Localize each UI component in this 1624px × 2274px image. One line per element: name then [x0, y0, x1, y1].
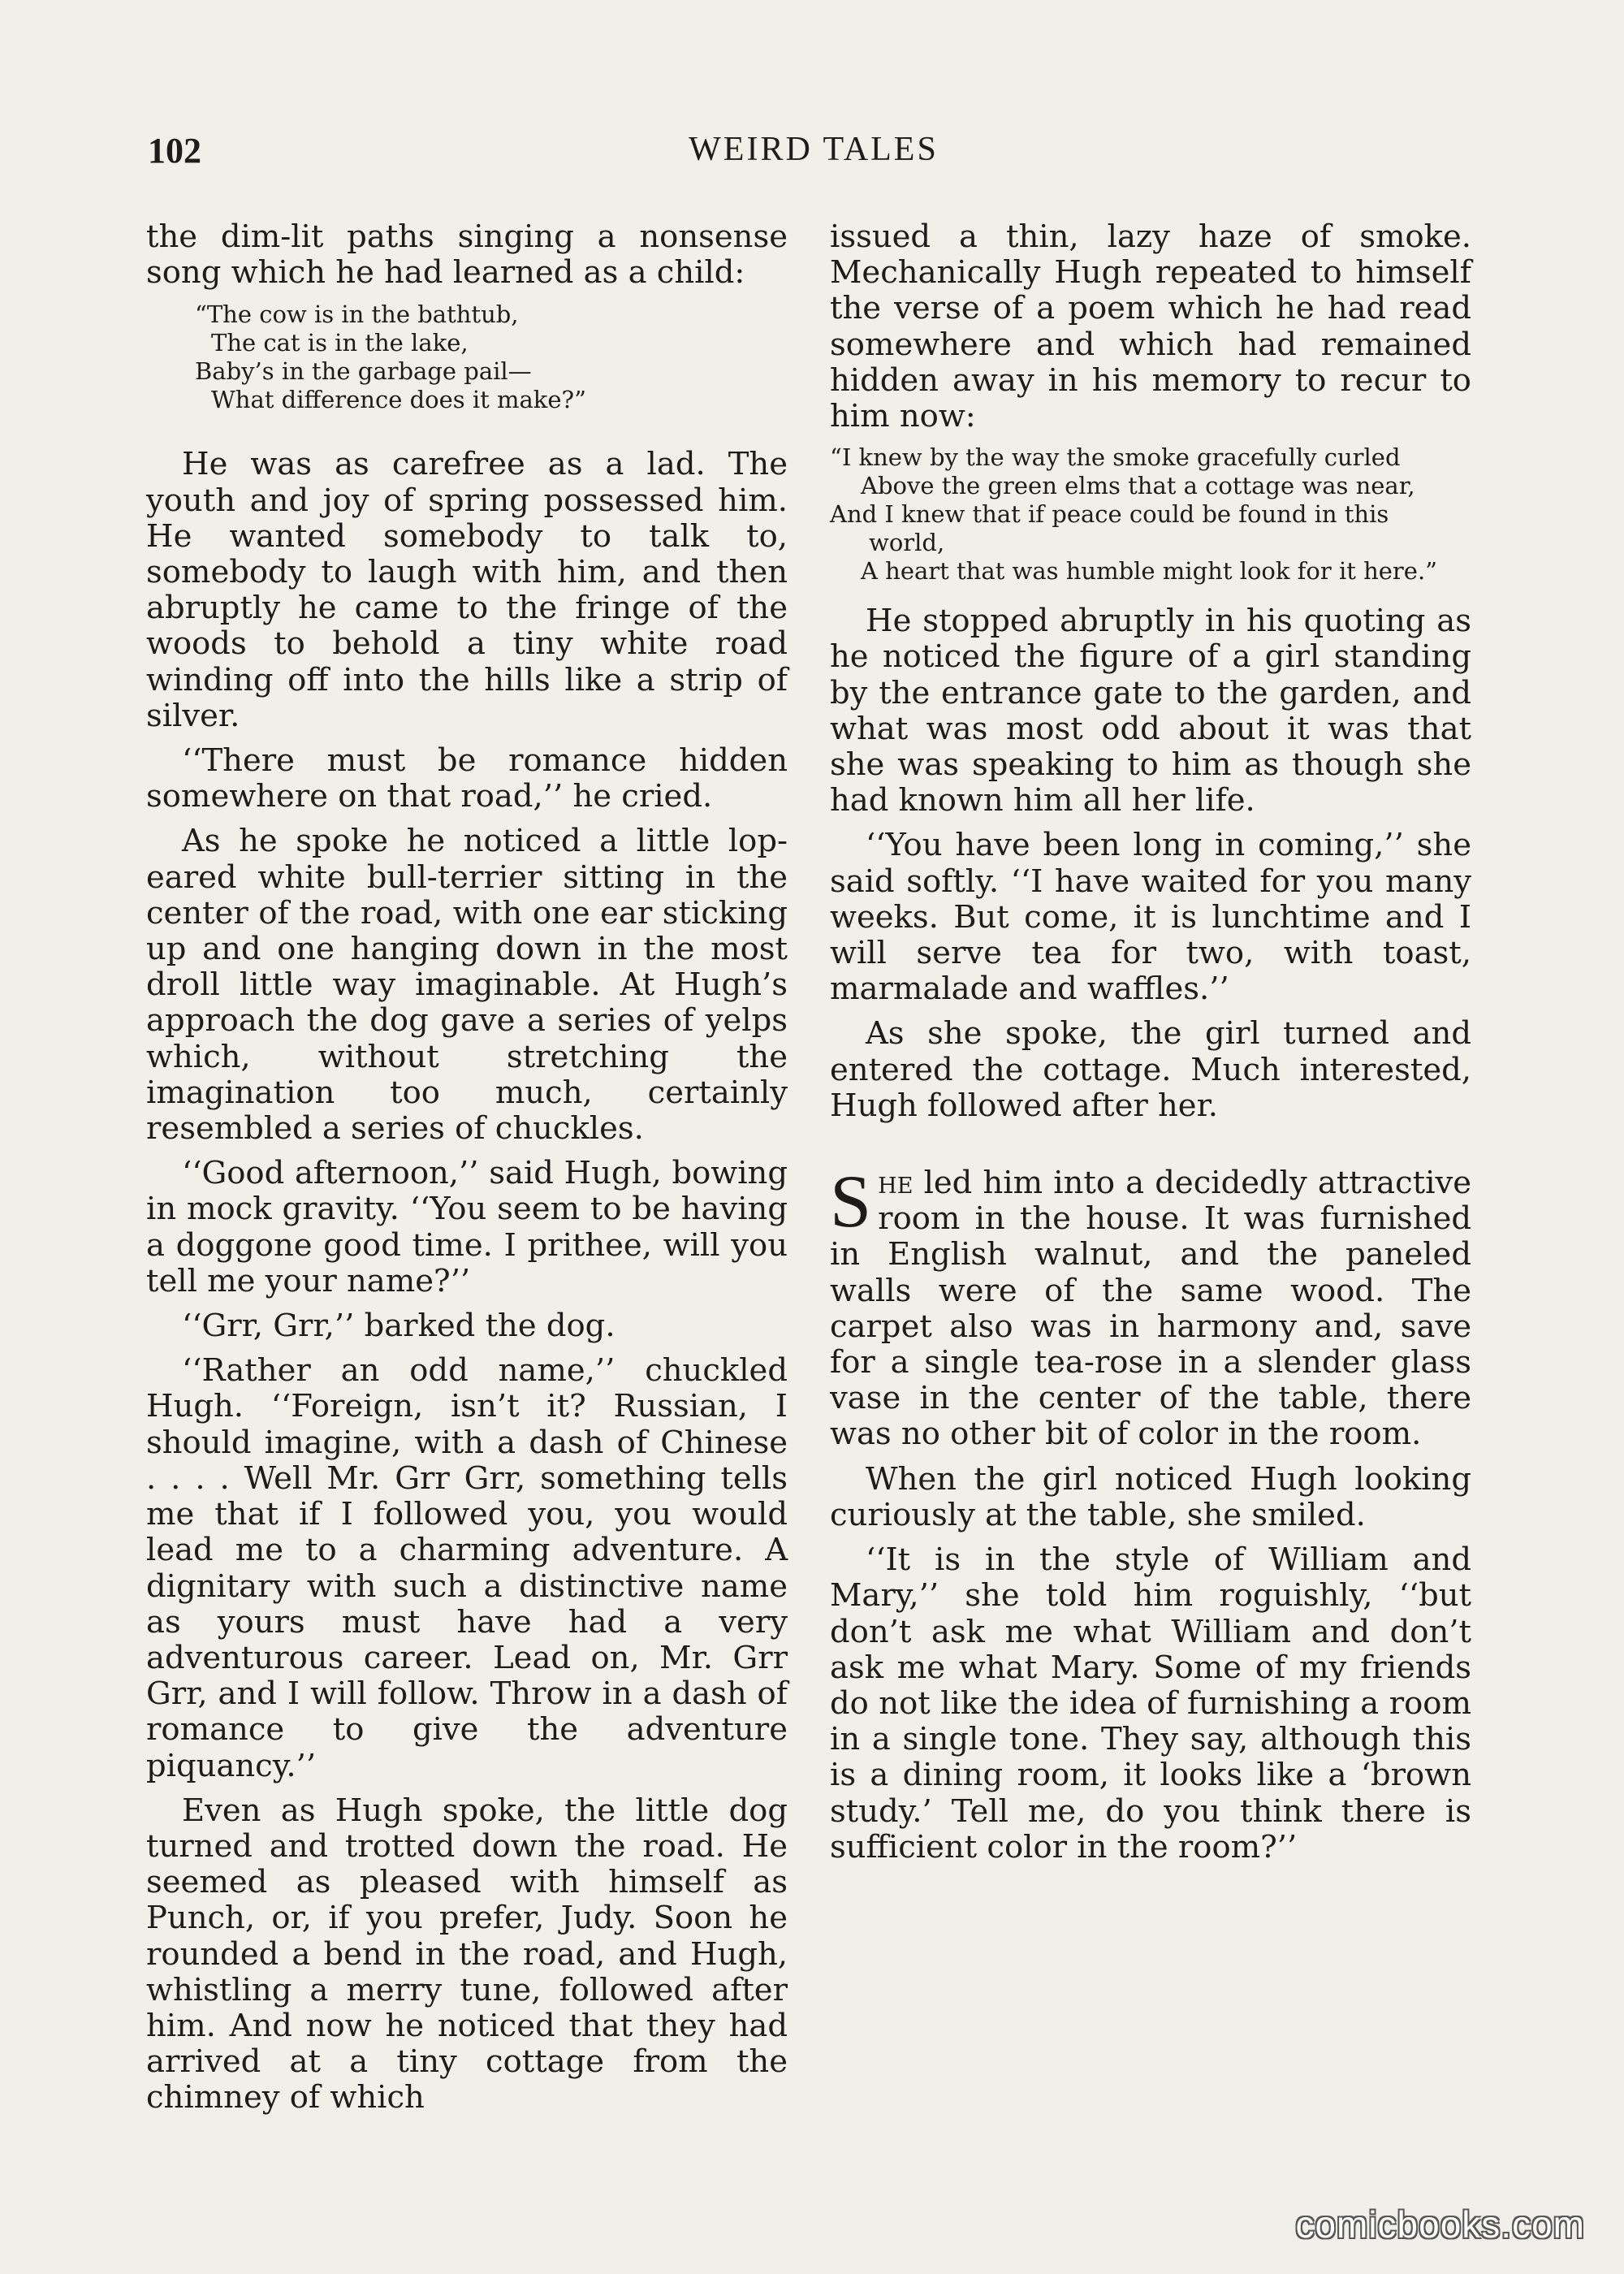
verse-line: “I knew by the way the smoke gracefully curled — [830, 443, 1401, 472]
verse-line: What difference does it make?” — [211, 386, 586, 414]
paragraph: He stopped abruptly in his quoting as he noticed the figure of a girl standing by the entrance gate to the garden, and what was most odd about it was that she was speaking to him as though she had known him all her life. — [830, 603, 1471, 819]
paragraph: ‘‘Rather an odd name,’’ chuckled Hugh. ‘‘Foreign, isn’t it? Russian, I should imagine, with a dash of Chinese . . . . Well Mr. Grr Grr, something tells me that if I followed you, you would lead me to a charming adventure. A dignitary with such a distinctive name as yours must have had a very adventurous career. Lead on, Mr. Grr Grr, and I will follow. Throw in a dash of romance to give the adventure piquancy.’’ — [146, 1352, 788, 1784]
paragraph: ‘‘Good afternoon,’’ said Hugh, bowing in mock gravity. ‘‘You seem to be having a doggone good time. I prithee, will you tell me your name?’’ — [146, 1155, 788, 1299]
paragraph: As he spoke he noticed a little lop-eared white bull-terrier sitting in the center of the road, with one ear sticking up and one hanging down in the most droll little way imaginable. At Hugh’s approach the dog gave a series of yelps which, without stretching the imagination too much, certainly resembled a series of chuckles. — [146, 823, 788, 1148]
verse-line: The cat is in the lake, — [211, 329, 469, 357]
paragraph: He was as carefree as a lad. The youth and joy of spring possessed him. He wanted somebody to talk to, somebody to laugh with him, and then abruptly he came to the fringe of the woods to behold a tiny white road winding off into the hills like a strip of silver. — [146, 446, 788, 734]
paragraph: ‘‘You have been long in coming,’’ she said softly. ‘‘I have waited for you many weeks. But come, it is lunchtime and I will serve tea for two, with toast, marmalade and waffles.’’ — [830, 827, 1471, 1008]
paragraph: As she spoke, the girl turned and entered the cottage. Much interested, Hugh followed after her. — [830, 1015, 1471, 1124]
page-header — [148, 130, 1479, 179]
paragraph: When the girl noticed Hugh looking curiously at the table, she smiled. — [830, 1460, 1471, 1533]
right-column — [830, 219, 1471, 1874]
page-number: 102 — [148, 131, 201, 171]
verse-line: Above the green elms that a cottage was near, — [861, 472, 1415, 500]
verse-block — [830, 443, 1471, 586]
watermark-logo: comicbooks.com — [1295, 2203, 1585, 2246]
running-title: WEIRD TALES — [689, 131, 939, 168]
verse-block — [146, 300, 788, 414]
left-column — [146, 219, 788, 2125]
paragraph: ‘‘Grr, Grr,’’ barked the dog. — [182, 1308, 615, 1345]
paragraph: issued a thin, lazy haze of smoke. Mechanically Hugh repeated to himself the verse of a poem which he had read somewhere and which had remained hidden away in his memory to recur to him now: — [830, 218, 1471, 435]
paragraph: the dim-lit paths singing a nonsense song which he had learned as a child: — [146, 218, 788, 292]
small-caps-lead: he — [878, 1165, 914, 1202]
paragraph: ‘‘There must be romance hidden somewhere on that road,’’ he cried. — [146, 742, 788, 815]
paragraph-text: led him into a decidedly attractive room in the house. It was furnished in English walnut, and the paneled walls were of the same wood. The carpet also was in harmony and, save for a single tea-rose in a slender glass vase in the center of the table, there was no other bit of color in the room. — [830, 1165, 1471, 1453]
paragraph: Even as Hugh spoke, the little dog turned and trotted down the road. He seemed as pleased with himself as Punch, or, if you prefer, Judy. Soon he rounded a bend in the road, and Hugh, whistling a merry tune, followed after him. And now he noticed that they had arrived at a tiny cottage from the chimney of which — [146, 1792, 788, 2116]
verse-line: And I knew that if peace could be found in this world, — [830, 500, 1389, 557]
section-opening-paragraph — [830, 1160, 1471, 1453]
verse-line: “The cow is in the bathtub, — [195, 300, 519, 329]
section-break — [830, 1133, 1471, 1165]
paragraph: ‘‘It is in the style of William and Mary,’’ she told him roguishly, ‘‘but don’t ask me what William and don’t ask me what Mary. Some of my friends do not like the idea of furnishing a room in a single tone. They say, although this is a dining room, it looks like a ‘brown study.’ Tell me, do you think there is sufficient color in the room?’’ — [830, 1541, 1471, 1865]
verse-line: A heart that was humble might look for it here.” — [861, 557, 1438, 586]
drop-cap: S — [830, 1160, 872, 1243]
verse-line: Baby’s in the garbage pail— — [195, 357, 532, 386]
